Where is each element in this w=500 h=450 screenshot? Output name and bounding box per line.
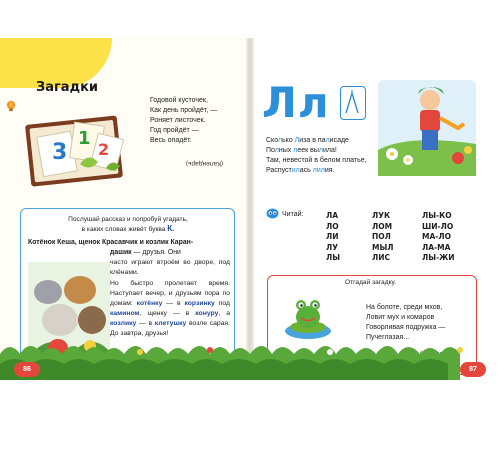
section-title: Загадки (36, 80, 99, 95)
story-paragraph: часто играют втроём во дворе, под клёнами. (110, 259, 230, 276)
syllable: ЛИ (326, 232, 339, 241)
letter-poem (266, 136, 367, 176)
poem-text: Распуст (266, 167, 292, 174)
poem-text: ась (299, 167, 313, 174)
syllable: МЫЛ (372, 242, 394, 252)
lightbulb-icon (6, 100, 16, 112)
girl-watering-flowers-illustration (378, 80, 476, 176)
letter-heading: Лл (262, 78, 330, 127)
syllable: ЛА-МА (422, 242, 451, 252)
calendar-digit: 1 (78, 128, 91, 149)
poem-line (266, 166, 367, 176)
letter-writing-frame (340, 86, 366, 120)
page-number-right: 87 (460, 362, 486, 377)
syllable: МА-ЛО (422, 232, 451, 241)
syllable: ШИ-ЛО (422, 221, 454, 231)
letter-l-highlight: л (325, 137, 330, 144)
story-text: — друзья. Они (131, 249, 181, 256)
poem-line: Как день пройдёт, — (150, 107, 218, 114)
story-text: Но быстро пролетает время. Наступает вечер, и друзьям пора по домам: (110, 280, 230, 307)
frog-illustration (283, 293, 333, 341)
poem-text: ия. (324, 167, 335, 174)
syllable: ЛЫ (326, 253, 341, 262)
story-body (110, 258, 230, 340)
story-text: — в (162, 300, 185, 307)
poem-text: Ско (266, 137, 278, 144)
poem-line: Там, невестой в белом платье, (266, 157, 367, 164)
letter-l-highlight: лил (312, 167, 325, 174)
syllable: ЛА (326, 211, 339, 220)
syllable-column (326, 211, 340, 264)
svg-text:!: ! (9, 102, 13, 109)
letter-l-highlight: Л (294, 137, 300, 144)
k-word: корзинку (184, 300, 215, 307)
poem-text: ько (282, 137, 295, 144)
riddle-frog-text (366, 303, 445, 343)
two-syllable-column (422, 211, 455, 264)
syllable: ЛЫ-КО (422, 211, 452, 220)
letter-l-highlight: л (274, 147, 279, 154)
story-text: под (214, 300, 231, 307)
story-word: дашик (110, 249, 132, 256)
story-intro-line: Послушай рассказ и попробуй угадать, (68, 216, 188, 223)
syllable: ЛЫ-ЖИ (422, 253, 455, 262)
story-paragraph (110, 279, 230, 339)
page-number-left: 86 (14, 362, 40, 377)
letter-l-highlight: л (293, 147, 298, 154)
poem-text: исаде (329, 137, 349, 144)
letter-l-highlight: ил (291, 167, 300, 174)
story-text: возле сарая. До завтра, друзья! (110, 320, 230, 337)
calendar-digit: 2 (98, 140, 110, 159)
syllable: ЛО (326, 221, 339, 231)
eyes-icon (266, 208, 279, 219)
story-text: — в (136, 320, 155, 327)
poem-text: По (266, 147, 275, 154)
poem-line: Весь опадёт. (150, 137, 192, 144)
story-instructions (28, 215, 228, 234)
poem-text: ных (278, 147, 294, 154)
riddle-title: Отгадай загадку. (345, 279, 396, 286)
k-word: козлику (110, 320, 137, 327)
story-text: , щенку — в (139, 310, 196, 317)
riddle-calendar-text (150, 96, 217, 146)
calendar-illustration (20, 110, 130, 192)
syllable: ЛИС (372, 253, 391, 262)
syllable: ЛУК (372, 211, 391, 220)
syllable: ЛУ (326, 242, 339, 252)
k-word: камином (110, 310, 140, 317)
syllable: ЛОМ (372, 221, 393, 231)
poem-text: еек вы (297, 147, 319, 154)
story-letter: К. (167, 224, 175, 233)
story-first-line: Котёнок Кеша, щенок Красавчик и козлик Каран- (28, 239, 194, 246)
page-gutter (246, 38, 254, 378)
poem-line: На болоте, среди мхов, (366, 304, 443, 311)
poem-line: Роняет листочек. (150, 117, 206, 124)
story-text: , а (218, 310, 230, 317)
syllable: ПОЛ (372, 232, 391, 241)
k-word: котёнку (136, 300, 163, 307)
poem-line: Пучеглазая... (366, 334, 410, 341)
story-intro-line: в каких словах живёт буква (81, 226, 166, 233)
calendar-digit: 3 (52, 140, 68, 165)
poem-line (266, 146, 367, 156)
word-column (372, 211, 393, 264)
poem-line (266, 136, 367, 146)
poem-line: Говорливая подружка — (366, 324, 446, 331)
read-label: Читай: (282, 211, 304, 218)
grass-border-illustration (0, 340, 500, 380)
poem-line: Ловит мух и комаров (366, 314, 435, 321)
poem-text: иза в па (299, 137, 326, 144)
poem-text: ила! (322, 147, 337, 154)
letter-l-stroke-icon (341, 87, 364, 118)
poem-line: Годовой кусточек, (150, 97, 208, 104)
poem-line: Год пройдёт — (150, 127, 199, 134)
letter-l-highlight: л (318, 147, 323, 154)
riddle-calendar-answer: (Календарь) (186, 160, 224, 167)
k-word: клетушку (154, 320, 187, 327)
story-second-line (110, 248, 181, 258)
letter-l-highlight: л (277, 137, 283, 144)
k-word: конуру (195, 310, 219, 317)
